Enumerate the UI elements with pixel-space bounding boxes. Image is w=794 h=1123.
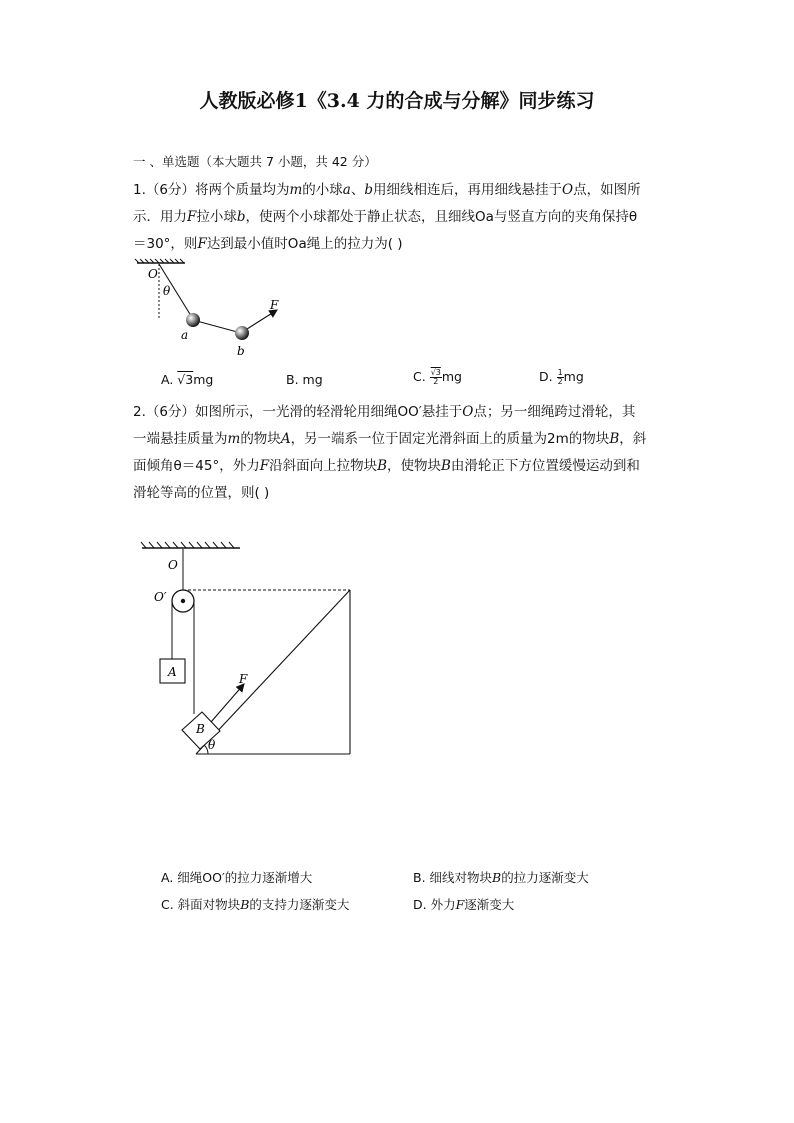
q2-option-text: B. 细线对物块: [413, 870, 493, 885]
q1-var-F: F: [187, 209, 197, 225]
q1-option-text: D.: [539, 369, 557, 384]
q1-option-b[interactable]: B. mg: [286, 372, 323, 387]
q1-text: 用细线相连后，再用细线悬挂于: [373, 182, 563, 198]
q1-option-text: A.: [161, 372, 178, 387]
q2-line-2: [133, 427, 646, 447]
q2-figure: [138, 538, 358, 760]
q2-line-4: 滑轮等高的位置，则( ): [133, 485, 270, 501]
q2-label-Op: O′: [154, 590, 167, 604]
page-title: 人教版必修1《3.4 力的合成与分解》同步练习: [199, 90, 595, 112]
q2-option-a[interactable]: A. 细绳OO′的拉力逐渐增大: [161, 870, 313, 885]
q1-var-b: b: [236, 209, 246, 225]
q1-label-a: a: [181, 328, 189, 342]
q2-option-text: 的支持力逐渐变大: [249, 897, 350, 912]
q2-label-F: F: [239, 672, 248, 686]
q1-line-1: [133, 178, 641, 198]
q2-var-B: B: [377, 458, 387, 474]
q1-force-arrow: [247, 310, 277, 329]
q2-force-arrow: [211, 684, 244, 722]
q2-label-A: A: [168, 665, 177, 679]
q1-text: 、: [350, 182, 365, 198]
q1-ball-b: [235, 326, 249, 340]
q1-option-d[interactable]: [539, 369, 584, 386]
q2-var-F: F: [259, 458, 270, 474]
q1-var-m: m: [289, 182, 303, 198]
q1-text: 的小球: [302, 182, 343, 198]
q2-line-1: [133, 400, 635, 420]
q1-option-c[interactable]: [413, 369, 462, 386]
q1-text: 1.（6分）将两个质量均为: [133, 182, 290, 198]
q2-var-m: m: [227, 431, 241, 447]
q2-text: 沿斜面向上拉物块: [269, 458, 378, 474]
q1-string-ab: [193, 320, 241, 333]
q1-option-text: √3: [177, 372, 194, 387]
q1-option-numerator: 1: [557, 368, 563, 377]
q2-option-var: F: [455, 897, 465, 912]
section-heading: 一 、单选题（本大题共 7 小题，共 42 分）: [133, 154, 377, 169]
q2-option-d[interactable]: [413, 895, 514, 913]
q2-text: ，另一端系一位于固定光滑斜面上的质量为2m的物块: [290, 431, 610, 447]
q2-text: 面倾角θ＝45°，外力: [133, 458, 260, 474]
q1-line-2: [133, 205, 637, 225]
q2-var-A: A: [280, 431, 291, 447]
q2-label-B: B: [196, 722, 205, 736]
q1-text: ，使两个小球都处于静止状态，且细线Oa与竖直方向的夹角保持θ: [245, 209, 638, 225]
q1-label-O: O: [148, 267, 158, 281]
q1-option-text: mg: [193, 372, 214, 387]
q2-option-text: D. 外力: [413, 897, 456, 912]
q1-text: ＝30°，则: [133, 236, 198, 252]
q2-option-c[interactable]: [161, 895, 349, 913]
q1-option-fraction: [430, 369, 442, 386]
q2-pulley-axle: [181, 599, 185, 603]
q2-label-theta: θ: [208, 738, 216, 752]
q2-option-var: B: [492, 870, 502, 885]
q1-line-3: [133, 232, 403, 252]
q1-label-theta: θ: [163, 284, 171, 298]
q1-option-fraction: [557, 369, 564, 386]
q1-var-O: O: [562, 182, 574, 198]
q1-text: 点，如图所: [573, 182, 641, 198]
q1-option-denominator: 2: [433, 377, 439, 386]
q2-option-b[interactable]: [413, 868, 589, 886]
q2-var-B: B: [609, 431, 620, 447]
q1-label-F: F: [270, 298, 279, 312]
q2-label-O: O: [168, 558, 178, 572]
q2-option-text: 逐渐变大: [464, 897, 515, 912]
q2-var-B: B: [441, 458, 451, 474]
q2-option-text: 的拉力逐渐变大: [501, 870, 589, 885]
q2-option-text: C. 斜面对物块: [161, 897, 241, 912]
q1-text: 示．用力: [133, 209, 187, 225]
q1-option-a[interactable]: [161, 372, 213, 387]
q1-figure: [133, 258, 303, 366]
q1-var-b: b: [364, 182, 374, 198]
q1-text: 拉小球: [196, 209, 237, 225]
q2-text: 一端悬挂质量为: [133, 431, 228, 447]
q1-option-text: mg: [563, 369, 584, 384]
q2-line-3: [133, 454, 640, 474]
q2-text: 点；另一细绳跨过滑轮，其: [473, 404, 636, 420]
q2-option-var: B: [240, 897, 250, 912]
q1-text: 达到最小值时Oa绳上的拉力为( ): [206, 236, 403, 252]
q1-var-F: F: [197, 236, 207, 252]
q2-text: ，斜: [619, 431, 647, 447]
q2-text: ，使物块: [387, 458, 441, 474]
q1-label-b: b: [237, 344, 245, 358]
q1-var-a: a: [342, 182, 351, 198]
q2-text: 2.（6分）如图所示，一光滑的轻滑轮用细绳OO′悬挂于: [133, 404, 463, 420]
q1-option-numerator: √3: [430, 368, 441, 377]
q2-ceiling-hatch: [141, 542, 234, 548]
q1-option-text: mg: [441, 369, 462, 384]
q2-text: 由滑轮正下方位置缓慢运动到和: [450, 458, 640, 474]
q2-text: 的物块: [240, 431, 281, 447]
q1-option-text: C.: [413, 369, 430, 384]
q1-option-denominator: 2: [557, 377, 563, 386]
q1-ball-a: [186, 313, 200, 327]
q2-var-O: O: [462, 404, 474, 420]
